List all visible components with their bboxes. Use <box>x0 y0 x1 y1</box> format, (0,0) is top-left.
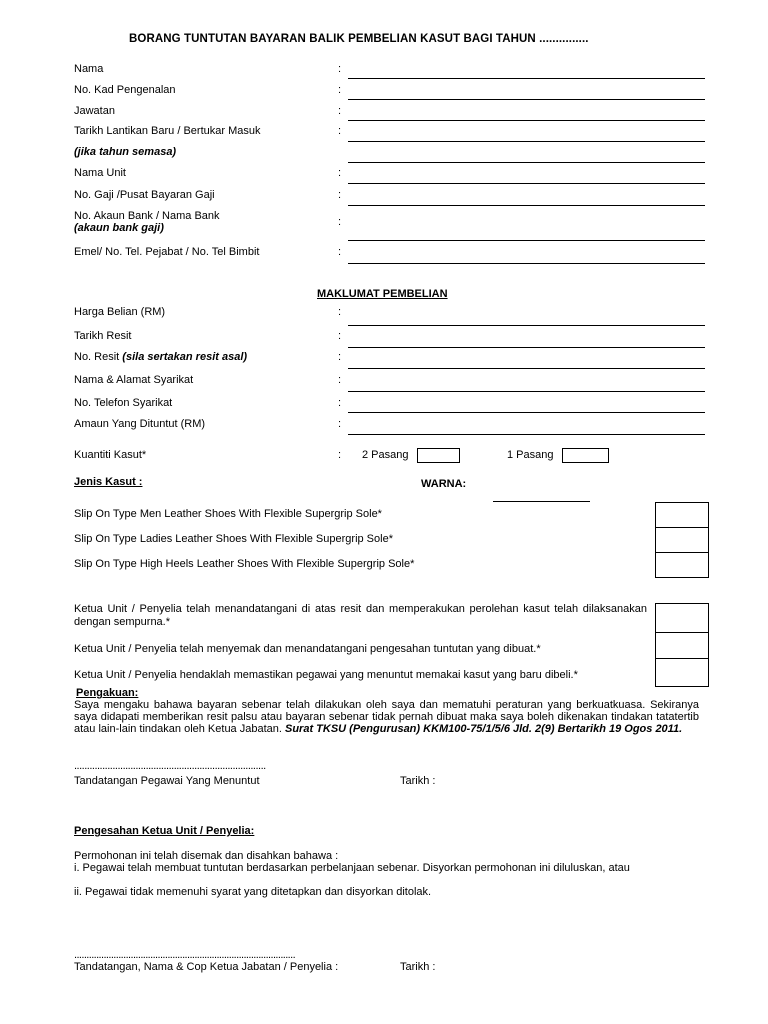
note-jika-tahun-semasa: (jika tahun semasa) <box>74 146 177 158</box>
checkbox-ketua-resit[interactable] <box>655 603 709 633</box>
pengakuan-text: Saya mengaku bahawa bayaran sebenar telah dilakukan oleh saya dan mematuhi peraturan yang berkuatkuasa. Sekiranya saya didapati memberikan resit palsu atau bayaran sebenar tidak pernah dibuat maka saya boleh dikenakan tindakan tatatertib atau lain-lain tindakan oleh Ketua Jabatan. Surat TKSU (Pengurusan) KKM100-75/1/5/6 Jld. 2(9) Bertarikh 19 Ogos 2011. <box>74 699 699 735</box>
statement-ketua-pastikan: Ketua Unit / Penyelia hendaklah memastikan pegawai yang menuntut memakai kasut yang baru dibeli.* <box>74 669 578 681</box>
colon: : <box>338 105 342 117</box>
field-harga-belian[interactable] <box>348 325 705 326</box>
label-emel: Emel/ No. Tel. Pejabat / No. Tel Bimbit <box>74 246 260 258</box>
label-nama: Nama <box>74 63 104 75</box>
checkbox-kasut-men[interactable] <box>655 502 709 528</box>
label-1-pasang: 1 Pasang <box>507 449 554 461</box>
pengesahan-option-ii: ii. Pegawai tidak memenuhi syarat yang ditetapkan dan disyorkan ditolak. <box>74 886 432 898</box>
colon: : <box>338 84 342 96</box>
label-kuantiti-kasut: Kuantiti Kasut* <box>74 449 147 461</box>
label-harga-belian: Harga Belian (RM) <box>74 306 166 318</box>
heading-jenis-kasut: Jenis Kasut : <box>74 476 143 488</box>
label-no-gaji: No. Gaji /Pusat Bayaran Gaji <box>74 189 215 201</box>
colon: : <box>338 374 342 386</box>
colon: : <box>338 397 342 409</box>
signature-dots: ........................................................................... <box>74 760 266 772</box>
label-tandatangan-pegawai: Tandatangan Pegawai Yang Menuntut <box>74 775 260 787</box>
jenis-kasut-item: Slip On Type High Heels Leather Shoes With Flexible Supergrip Sole* <box>74 558 415 570</box>
note-akaun-bank-gaji: (akaun bank gaji) <box>74 222 164 234</box>
heading-warna: WARNA: <box>421 478 467 490</box>
field-telefon-syarikat[interactable] <box>348 412 705 413</box>
field-tarikh-resit[interactable] <box>348 347 705 348</box>
field-akaun-bank[interactable] <box>348 240 705 241</box>
heading-maklumat-pembelian: MAKLUMAT PEMBELIAN <box>317 288 448 300</box>
field-no-gaji[interactable] <box>348 205 705 206</box>
form-title: BORANG TUNTUTAN BAYARAN BALIK PEMBELIAN KASUT BAGI TAHUN ............... <box>129 33 589 45</box>
label-kad-pengenalan: No. Kad Pengenalan <box>74 84 176 96</box>
label-jawatan: Jawatan <box>74 105 115 117</box>
colon: : <box>338 246 342 258</box>
checkbox-2-pasang[interactable] <box>417 448 460 463</box>
field-emel[interactable] <box>348 263 705 264</box>
colon: : <box>338 330 342 342</box>
colon: : <box>338 167 342 179</box>
checkbox-ketua-semak[interactable] <box>655 632 709 659</box>
label-tarikh: Tarikh : <box>400 961 436 973</box>
field-tarikh-lantikan[interactable] <box>348 141 705 142</box>
label-no-resit: No. Resit (sila sertakan resit asal) <box>74 351 248 363</box>
label-tarikh-resit: Tarikh Resit <box>74 330 132 342</box>
pengakuan-reference: Surat TKSU (Pengurusan) KKM100-75/1/5/6 Jld. 2(9) Bertarikh 19 Ogos 2011. <box>285 723 683 735</box>
label-telefon-syarikat: No. Telefon Syarikat <box>74 397 173 409</box>
colon: : <box>338 418 342 430</box>
heading-pengakuan: Pengakuan: <box>76 687 139 699</box>
label-2-pasang: 2 Pasang <box>362 449 409 461</box>
colon: : <box>338 125 342 137</box>
jenis-kasut-item: Slip On Type Ladies Leather Shoes With Flexible Supergrip Sole* <box>74 533 393 545</box>
label-tarikh: Tarikh : <box>400 775 436 787</box>
heading-pengesahan: Pengesahan Ketua Unit / Penyelia: <box>74 825 255 837</box>
checkbox-ketua-pastikan[interactable] <box>655 658 709 687</box>
checkbox-1-pasang[interactable] <box>562 448 609 463</box>
field-nama[interactable] <box>348 78 705 79</box>
signature-dots: .......................................................................................... <box>74 949 296 961</box>
note-sertakan-resit: (sila sertakan resit asal) <box>122 351 248 363</box>
field-warna[interactable] <box>493 501 590 502</box>
label-tandatangan-ketua: Tandatangan, Nama & Cop Ketua Jabatan / Penyelia : <box>74 961 339 973</box>
field-no-resit[interactable] <box>348 368 705 369</box>
colon: : <box>338 306 342 318</box>
field-tarikh-lantikan-2[interactable] <box>348 162 705 163</box>
pengesahan-intro: Permohonan ini telah disemak dan disahkan bahawa : <box>74 850 339 862</box>
colon: : <box>338 63 342 75</box>
field-nama-unit[interactable] <box>348 183 705 184</box>
jenis-kasut-item: Slip On Type Men Leather Shoes With Flexible Supergrip Sole* <box>74 508 382 520</box>
field-amaun-dituntut[interactable] <box>348 434 705 435</box>
label-tarikh-lantikan: Tarikh Lantikan Baru / Bertukar Masuk <box>74 125 261 137</box>
statement-ketua-semak: Ketua Unit / Penyelia telah menyemak dan menandatangani pengesahan tuntutan yang dibuat.* <box>74 643 541 655</box>
colon: : <box>338 189 342 201</box>
field-kad-pengenalan[interactable] <box>348 99 705 100</box>
label-akaun-bank: No. Akaun Bank / Nama Bank <box>74 210 220 222</box>
colon: : <box>338 449 342 461</box>
pengesahan-option-i: i. Pegawai telah membuat tuntutan berdasarkan perbelanjaan sebenar. Disyorkan permohonan ini diluluskan, atau <box>74 862 630 874</box>
label-amaun-dituntut: Amaun Yang Dituntut (RM) <box>74 418 206 430</box>
label-nama-alamat-syarikat: Nama & Alamat Syarikat <box>74 374 194 386</box>
checkbox-kasut-ladies[interactable] <box>655 527 709 553</box>
checkbox-kasut-high-heels[interactable] <box>655 552 709 578</box>
colon: : <box>338 216 342 228</box>
field-jawatan[interactable] <box>348 120 705 121</box>
statement-ketua-resit: Ketua Unit / Penyelia telah menandatangani di atas resit dan memperakukan perolehan kasut telah dilaksanakan dengan sempurna.* <box>74 603 647 628</box>
colon: : <box>338 351 342 363</box>
label-nama-unit: Nama Unit <box>74 167 126 179</box>
field-nama-alamat-syarikat[interactable] <box>348 391 705 392</box>
